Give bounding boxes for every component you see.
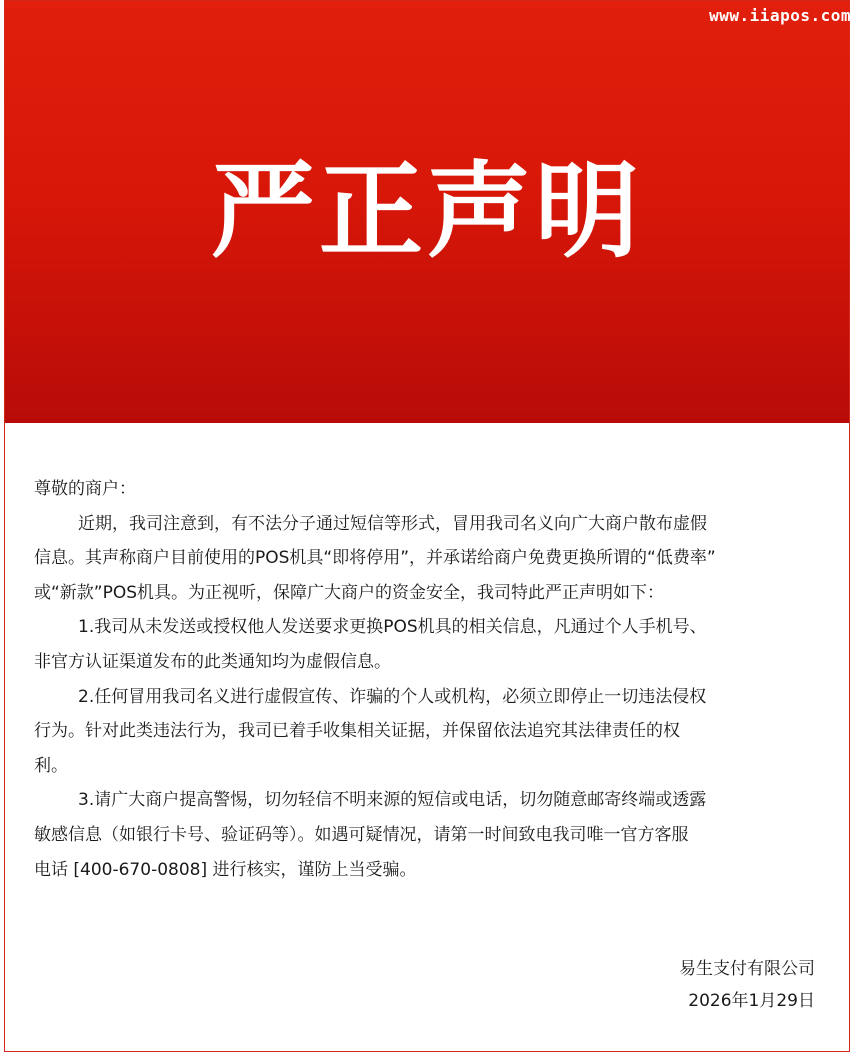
paragraph	[34, 507, 824, 611]
greeting: 尊敬的商户：	[34, 479, 136, 499]
notice-body	[34, 472, 824, 887]
watermark: www.iiapos.com	[709, 6, 851, 25]
header-banner	[5, 1, 849, 423]
paragraph-line: 电话 [400-670-0808] 进行核实，谨防上当受骗。	[34, 859, 417, 880]
paragraph-line: 信息。其声称商户目前使用的POS机具“即将停用”，并承诺给商户免费更换所谓的“低费率”	[34, 548, 716, 569]
paragraph-line: 2.任何冒用我司名义进行虚假宣传、诈骗的个人或机构，必须立即停止一切违法侵权	[78, 686, 707, 707]
paragraph-line: 敏感信息（如银行卡号、验证码等）。如遇可疑情况，请第一时间致电我司唯一官方客服	[34, 824, 689, 845]
paragraph	[34, 680, 824, 784]
date: 2026年1月29日	[688, 991, 815, 1011]
paragraph-line: 1.我司从未发送或授权他人发送要求更换POS机具的相关信息，凡通过个人手机号、	[78, 617, 707, 638]
paragraph-line: 行为。针对此类违法行为，我司已着手收集相关证据，并保留依法追究其法律责任的权	[34, 721, 680, 742]
paragraph-line: 近期，我司注意到，有不法分子通过短信等形式，冒用我司名义向广大商户散布虚假	[78, 513, 707, 534]
paragraph-line: 或“新款”POS机具。为正视听，保障广大商户的资金安全，我司特此严正声明如下：	[34, 582, 665, 603]
paragraph-line: 利。	[34, 755, 68, 776]
signature	[679, 953, 815, 1017]
paragraph	[34, 610, 824, 679]
page-title: 严正声明	[210, 150, 643, 272]
paragraph-line: 非官方认证渠道发布的此类通知均为虚假信息。	[34, 651, 391, 672]
paragraph-line: 3.请广大商户提高警惕，切勿轻信不明来源的短信或电话，切勿随意邮寄终端或透露	[78, 790, 707, 811]
company-name: 易生支付有限公司	[679, 959, 815, 979]
paragraph	[34, 783, 824, 887]
